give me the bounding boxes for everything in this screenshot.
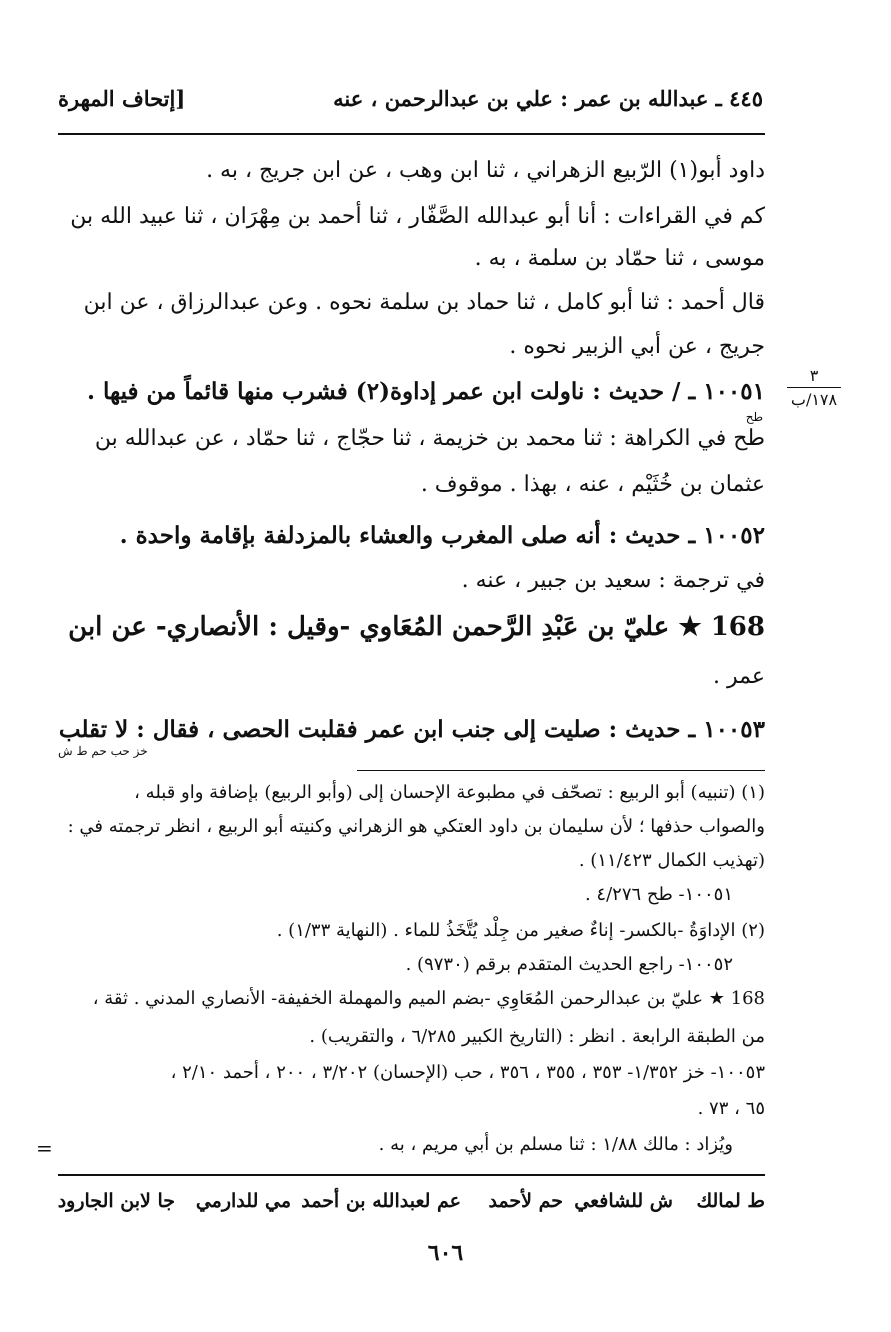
footnote-line: 168 ★ عليّ بن عبدالرحمن المُعَاوِي -بضم الميم والمهملة الخفيفة- الأنصاري المدني . ثقة ،	[92, 988, 765, 1009]
abbreviation-item: ط لمالك	[696, 1190, 765, 1212]
abbreviation-item: ش للشافعي	[574, 1190, 673, 1212]
hadith-sigla: خز حب حم ط ش	[58, 744, 148, 758]
footnote-line: ١٠٠٥٣- خز ١/٣٥٢- ٣٥٣ ، ٣٥٥ ، ٣٥٦ ، حب (الإحسان) ٣/٢٠٢ ، ٢٠٠ ، أحمد ٢/١٠ ،	[170, 1062, 765, 1083]
footnote-line: من الطبقة الرابعة . انظر : (التاريخ الكبير ٦/٢٨٥ ، والتقريب) .	[309, 1026, 765, 1047]
abbreviation-item: عم لعبدالله بن أحمد	[301, 1190, 461, 1212]
footnote-line: والصواب حذفها ؛ لأن سليمان بن داود العتكي هو الزهراني وكنيته أبو الربيع ، انظر ترجمته في :	[67, 816, 765, 837]
text-line: داود أبو(١) الرّبيع الزهراني ، ثنا ابن وهب ، عن ابن جريج ، به .	[206, 158, 765, 183]
footnote-line: ١٠٠٥٢- راجع الحديث المتقدم برقم (٩٧٣٠) .	[405, 954, 733, 975]
margin-folio: ١٧٨/ب	[790, 390, 838, 409]
running-header-title: ٤٤٥ ـ عبدالله بن عمر : علي بن عبدالرحمن ، عنه	[333, 86, 763, 111]
abbreviation-item: جا لابن الجارود	[57, 1190, 175, 1212]
text-line: كم في القراءات : أنا أبو عبدالله الصَّفّار ، ثنا أحمد بن مِهْرَان ، ثنا عبيد الله بن	[70, 204, 765, 229]
abbreviations-rule	[58, 1174, 765, 1176]
running-header-book: [إتحاف المهرة	[58, 86, 186, 111]
footnote-line: (٢) الإداوَةُ -بالكسر- إناءٌ صغير من جِلْد يُتَّخَذُ للماء . (النهاية ١/٣٣) .	[276, 920, 765, 941]
text-line: عثمان بن خُثَيْم ، عنه ، بهذا . موقوف .	[420, 472, 765, 497]
footnote-line: ٦٥ ، ٧٣ .	[697, 1098, 765, 1119]
header-rule	[58, 133, 765, 135]
hadith-heading-10051: ١٠٠٥١ ـ / حديث : ناولت ابن عمر إداوة(٢) فشرب منها قائماً من فيها .	[86, 378, 765, 405]
abbreviation-item: حم لأحمد	[488, 1190, 563, 1212]
footnote-line: (١) (تنبيه) أبو الربيع : تصحّف في مطبوعة الإحسان إلى (وأبو الربيع) بإضافة واو قبله ،	[134, 782, 765, 803]
continuation-mark: =	[36, 1136, 53, 1160]
footnote-rule	[357, 770, 765, 771]
margin-number: ٣ ١٧٨/ب	[783, 366, 845, 409]
text-line: طح في الكراهة : ثنا محمد بن خزيمة ، ثنا حجّاج ، ثنا حمّاد ، عن عبدالله بن	[94, 426, 765, 451]
hadith-heading-10053: ١٠٠٥٣ ـ حديث : صليت إلى جنب ابن عمر فقلبت الحصى ، فقال : لا تقلب	[58, 716, 765, 743]
abbreviation-item: مي للدارمي	[195, 1190, 291, 1212]
hadith-heading-10052: ١٠٠٥٢ ـ حديث : أنه صلى المغرب والعشاء بالمزدلفة بإقامة واحدة .	[119, 522, 765, 549]
text-line: جريج ، عن أبي الزبير نحوه .	[509, 334, 765, 359]
footnote-line: ويُزاد : مالك ١/٨٨ : ثنا مسلم بن أبي مريم ، به .	[378, 1134, 733, 1155]
text-line: قال أحمد : ثنا أبو كامل ، ثنا حماد بن سلمة نحوه . وعن عبدالرزاق ، عن ابن	[83, 290, 765, 315]
text-line: موسى ، ثنا حمّاد بن سلمة ، به .	[474, 246, 765, 271]
footnote-line: ١٠٠٥١- طح ٤/٢٧٦ .	[584, 884, 733, 905]
narrator-heading-168: 168 ★ عليّ بن عَبْدِ الرَّحمن المُعَاوي -وقيل : الأنصاري- عن ابن	[68, 612, 765, 642]
text-line: في ترجمة : سعيد بن جبير ، عنه .	[461, 568, 765, 593]
hadith-sigla: طح	[745, 410, 763, 424]
footnote-line: (تهذيب الكمال ١١/٤٢٣) .	[578, 850, 765, 871]
text-line: عمر .	[713, 664, 765, 689]
page-number: ٦٠٦	[427, 1240, 464, 1266]
